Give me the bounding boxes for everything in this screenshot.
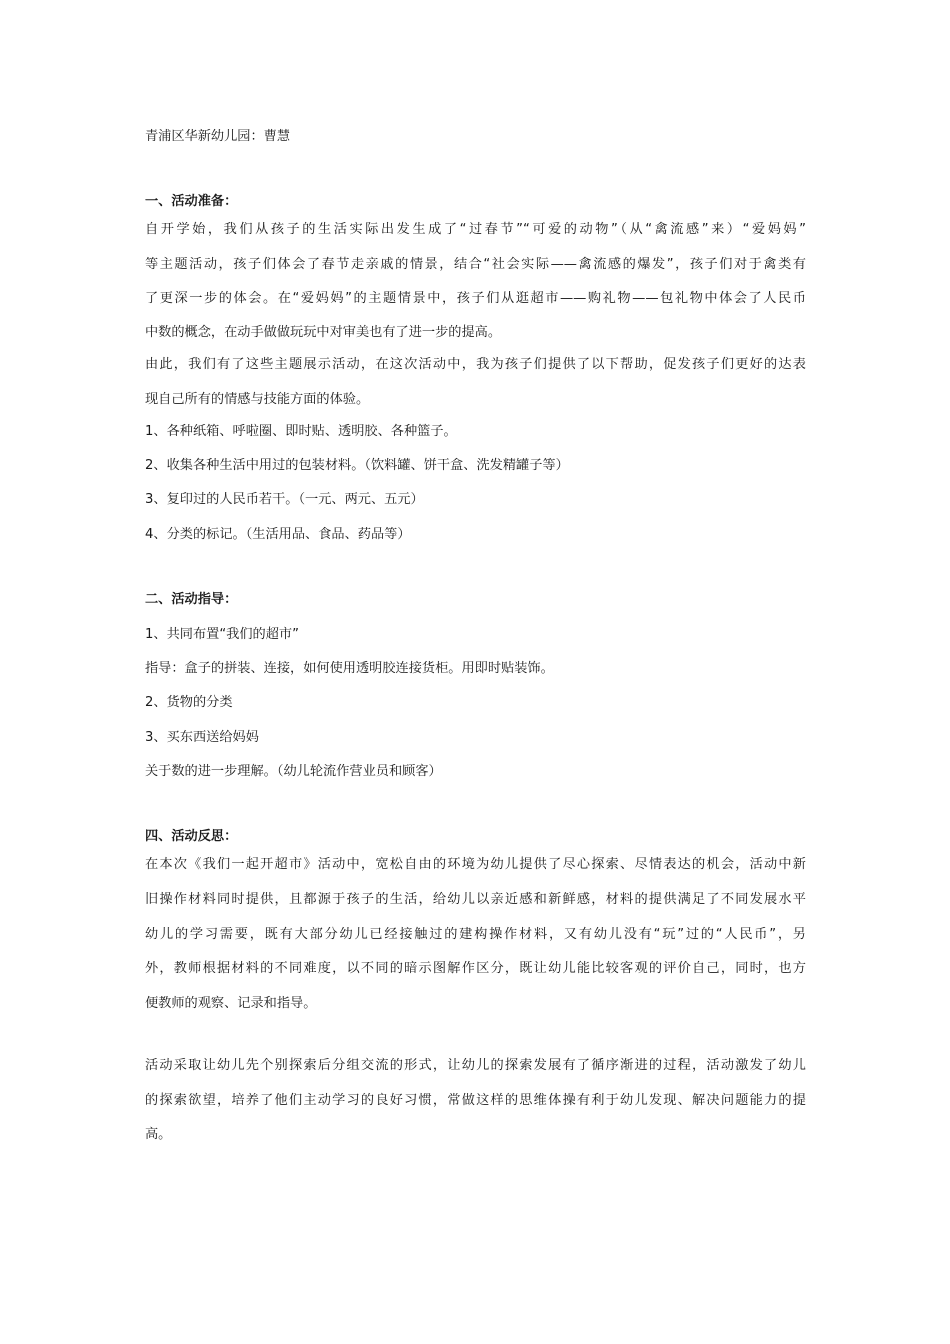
paragraph-line: 旧操作材料同时提供，且都源于孩子的生活，给幼儿以亲近感和新鲜感，材料的提供满足了不同发展水平	[145, 892, 806, 907]
paragraph-line: 现自己所有的情感与技能方面的体验。	[145, 392, 370, 407]
paragraph-line: 指导：盒子的拼装、连接，如何使用透明胶连接货柜。用即时贴装饰。	[145, 661, 554, 676]
paragraph-line: 高。	[145, 1127, 172, 1142]
list-item: 3、复印过的人民币若干。（一元、两元、五元）	[145, 492, 424, 507]
paragraph-line: 外，教师根据材料的不同难度，以不同的暗示图解作区分，既让幼儿能比较客观的评价自己，同时，也方	[145, 961, 806, 976]
paragraph-line: 由此，我们有了这些主题展示活动，在这次活动中，我为孩子们提供了以下帮助，促发孩子们更好的达表	[145, 357, 806, 372]
paragraph-line: 等主题活动，孩子们体会了春节走亲戚的情景，结合“社会实际——禽流感的爆发”，孩子们对于禽类有	[145, 257, 806, 272]
paragraph-line: 幼儿的学习需要，既有大部分幼儿已经接触过的建构操作材料，又有幼儿没有“玩”过的“人民币”，另	[145, 927, 806, 942]
author-line: 青浦区华新幼儿园：曹慧	[145, 129, 291, 144]
list-item: 3、买东西送给妈妈	[145, 730, 259, 745]
section-heading-preparation: 一、活动准备：	[145, 194, 238, 209]
paragraph-line: 活动采取让幼儿先个别探索后分组交流的形式，让幼儿的探索发展有了循序渐进的过程，活动激发了幼儿	[145, 1058, 806, 1073]
paragraph-line: 了更深一步的体会。在“爱妈妈”的主题情景中，孩子们从逛超市——购礼物——包礼物中体会了人民币	[145, 291, 806, 306]
list-item: 2、货物的分类	[145, 695, 233, 710]
list-item: 1、共同布置“我们的超市”	[145, 627, 299, 642]
section-heading-reflection: 四、活动反思：	[145, 829, 238, 844]
paragraph-line: 在本次《我们一起开超市》活动中，宽松自由的环境为幼儿提供了尽心探索、尽情表达的机会，活动中新	[145, 857, 806, 872]
paragraph-line: 的探索欲望，培养了他们主动学习的良好习惯，常做这样的思维体操有利于幼儿发现、解决问题能力的提	[145, 1093, 806, 1108]
paragraph-line: 关于数的进一步理解。（幼儿轮流作营业员和顾客）	[145, 764, 442, 779]
list-item: 4、分类的标记。（生活用品、食品、药品等）	[145, 527, 411, 542]
list-item: 2、收集各种生活中用过的包装材料。（饮料罐、饼干盒、洗发精罐子等）	[145, 458, 569, 473]
paragraph-line: 中数的概念，在动手做做玩玩中对审美也有了进一步的提高。	[145, 325, 502, 340]
paragraph-line: 自开学始，我们从孩子的生活实际出发生成了“过春节”“可爱的动物”（从“禽流感”来）“爱妈妈”	[145, 222, 806, 237]
section-heading-guidance: 二、活动指导：	[145, 592, 238, 607]
list-item: 1、各种纸箱、呼啦圈、即时贴、透明胶、各种篮子。	[145, 424, 457, 439]
paragraph-line: 便教师的观察、记录和指导。	[145, 996, 317, 1011]
